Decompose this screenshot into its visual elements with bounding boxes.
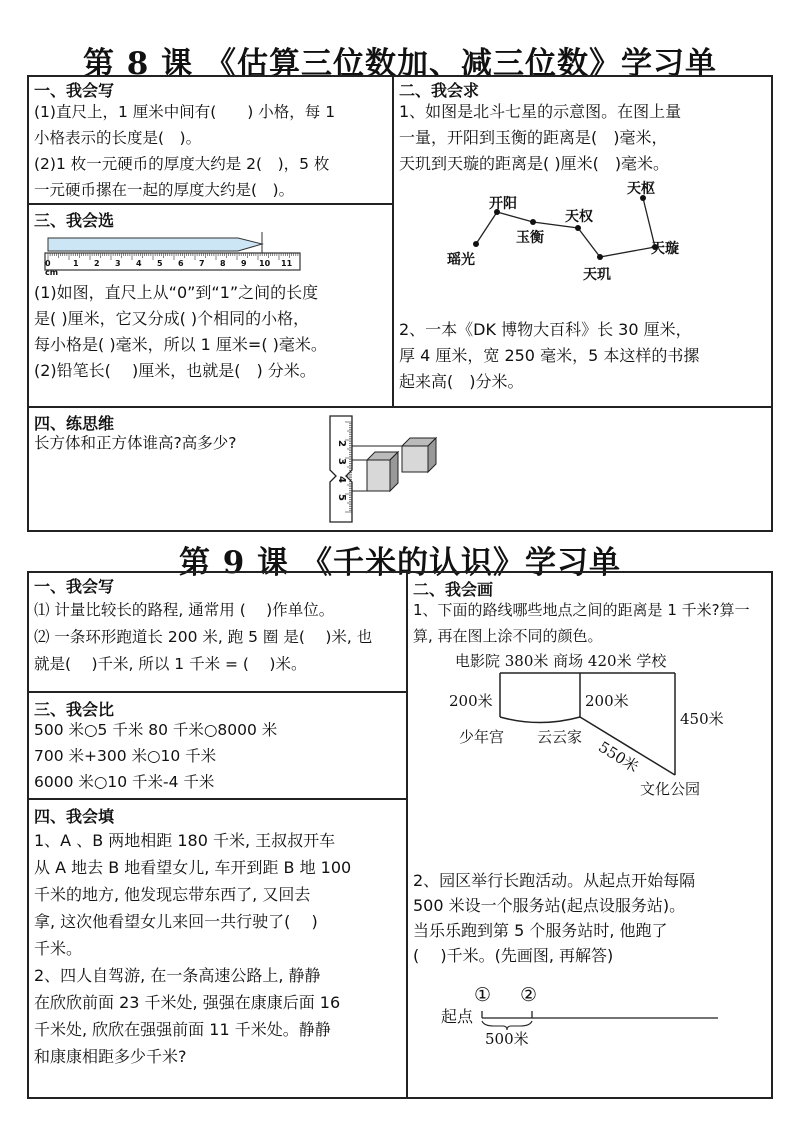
ruler2-tick-label: 5 (335, 494, 347, 501)
ruler2-tick-label: 4 (335, 476, 347, 483)
star-label: 天枢 (627, 181, 655, 197)
l8-s1-heading: 一、我会写 (34, 81, 115, 100)
text-line: ( )千米。(先画图, 再解答) (413, 946, 614, 965)
l8-s2-heading: 二、我会求 (399, 81, 480, 100)
l8-s4-question: 长方体和正方体谁高?高多少? (34, 434, 237, 452)
ruler-tick-label: 2 (94, 259, 100, 268)
marker-1: ① (474, 984, 492, 1006)
text-line: 算, 再在图上涂不同的颜色。 (413, 627, 603, 645)
text-line: 当乐乐跑到第 5 个服务站时, 他跑了 (413, 921, 668, 940)
marker-2: ② (520, 984, 538, 1006)
route-top-row: 电影院 380米 商场 420米 学校 (455, 652, 667, 670)
lesson9-title: 第 9 课 《千米的认识》学习单 (179, 545, 621, 581)
route-label-mid: 200米 (585, 692, 629, 710)
star-label: 玉衡 (516, 230, 544, 246)
ruler-tick-label: 1 (73, 259, 79, 268)
text-line: 从 A 地去 B 地看望女儿, 车开到距 B 地 100 (34, 858, 352, 877)
ruler-tick-label: 3 (115, 259, 121, 268)
ruler-tick-label: 11 (281, 259, 293, 268)
text-line: 1、A 、B 两地相距 180 千米, 王叔叔开车 (34, 831, 336, 850)
text-line: 千米处, 欣欣在强强前面 11 千米处。静静 (34, 1020, 331, 1039)
text-line: 每小格是( )毫米，所以 1 厘米=( )毫米。 (34, 335, 327, 354)
text-line: ⑴ 计量比较长的路程, 通常用 ( )作单位。 (34, 601, 335, 619)
text-line: (2)铅笔长( )厘米，也就是( ) 分米。 (34, 361, 316, 380)
text-line: 6000 米○10 千米-4 千米 (34, 773, 215, 791)
text-line: 天玑到天璇的距离是( )厘米( )毫米。 (399, 154, 670, 173)
ruler2-tick-label: 3 (335, 458, 347, 465)
ruler-tick-label: 8 (220, 259, 226, 268)
text-line: ⑵ 一条环形跑道长 200 米, 跑 5 圈 是( )米, 也 (34, 628, 373, 646)
text-line: (2)1 枚一元硬币的厚度大约是 2( )，5 枚 (34, 155, 330, 173)
place-label: 云云家 (537, 728, 583, 746)
lesson8-title: 第 8 课 《估算三位数加、减三位数》学习单 (83, 46, 717, 82)
star-label: 瑶光 (447, 252, 475, 268)
text-line: 2、四人自驾游, 在一条高速公路上, 静静 (34, 966, 321, 985)
text-line: 起来高( )分米。 (399, 372, 524, 391)
text-line: 1、如图是北斗七星的示意图。在图上量 (399, 102, 682, 121)
text-line: 和康康相距多少千米? (34, 1047, 187, 1066)
text-line: 是( )厘米，它又分成( )个相同的小格， (34, 309, 310, 328)
text-line: 700 米+300 米○10 千米 (34, 747, 217, 765)
text-line: 厚 4 厘米，宽 250 毫米，5 本这样的书摞 (399, 346, 700, 365)
l9-s3-heading: 三、我会比 (34, 700, 115, 719)
star-label: 天权 (565, 209, 593, 225)
text-line: 千米。 (34, 939, 83, 958)
text-line: 小格表示的长度是( )。 (34, 129, 202, 147)
l8-s3-heading: 三、我会选 (34, 211, 115, 230)
ruler-tick-label: 5 (157, 259, 163, 268)
text-line: 一元硬币摞在一起的厚度大约是( )。 (34, 181, 295, 199)
text-line: 在欣欣前面 23 千米处, 强强在康康后面 16 (34, 993, 341, 1012)
ruler-tick-label: 0 cm (45, 259, 59, 277)
text-line: (1)直尺上，1 厘米中间有( ) 小格，每 1 (34, 103, 336, 121)
start-label: 起点 (441, 1007, 474, 1026)
ruler-tick-label: 10 (259, 259, 271, 268)
ruler-tick-label: 9 (241, 259, 247, 268)
text-line: 千米的地方, 他发现忘带东西了, 又回去 (34, 885, 311, 904)
ruler-tick-label: 4 (136, 259, 142, 268)
text-line: 一量，开阳到玉衡的距离是( )毫米， (399, 128, 668, 147)
l9-s2-heading: 二、我会画 (413, 580, 494, 599)
star-label: 天玑 (583, 267, 611, 283)
l9-s1-heading: 一、我会写 (34, 577, 115, 596)
l9-s4-heading: 四、我会填 (34, 807, 115, 826)
text-line: 500 米○5 千米 80 千米○8000 米 (34, 721, 278, 739)
star-label: 天璇 (651, 241, 679, 257)
route-label-diag: 550米 (595, 737, 642, 777)
text-line: 拿, 这次他看望女儿来回一共行驶了( ) (34, 912, 318, 931)
text-line: 2、一本《DK 博物大百科》长 30 厘米， (399, 320, 692, 339)
text-line: 500 米设一个服务站(起点设服务站)。 (413, 896, 686, 915)
route-label-right: 450米 (680, 710, 724, 728)
ruler2-tick-label: 2 (335, 440, 347, 447)
text-line: (1)如图，直尺上从“0”到“1”之间的长度 (34, 283, 319, 302)
text-line: 2、园区举行长跑活动。从起点开始每隔 (413, 871, 696, 890)
text-line: 1、下面的路线哪些地点之间的距离是 1 千米?算一 (413, 601, 750, 619)
place-label: 文化公园 (640, 780, 701, 798)
star-label: 开阳 (489, 196, 517, 212)
text-line: 就是( )千米, 所以 1 千米 = ( )米。 (34, 655, 307, 673)
route-label-left: 200米 (449, 692, 493, 710)
segment-label: 500米 (485, 1030, 529, 1048)
place-label: 少年宫 (459, 728, 505, 746)
l8-s4-heading: 四、练思维 (34, 414, 115, 433)
ruler-tick-label: 6 (178, 259, 184, 268)
ruler-tick-label: 7 (199, 259, 205, 268)
